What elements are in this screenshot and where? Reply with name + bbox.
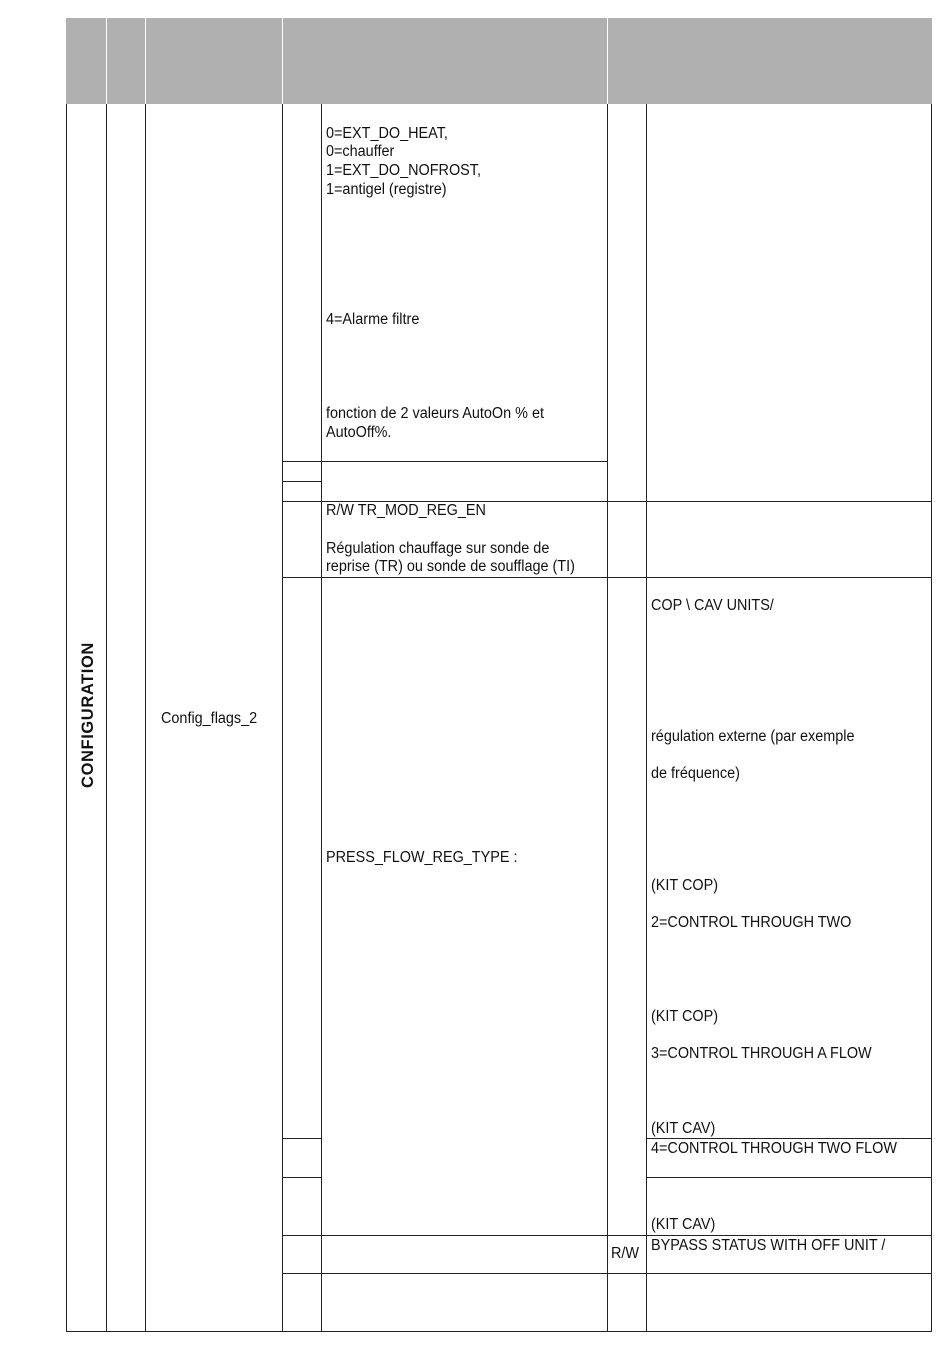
row3-note: COP \ CAV UNITS/: [651, 597, 774, 614]
grid-line: [66, 1331, 932, 1332]
grid-line: [646, 1177, 932, 1178]
row1-line: 0=EXT_DO_HEAT,: [326, 125, 448, 142]
row4-desc: BYPASS STATUS WITH OFF UNIT /: [651, 1237, 886, 1254]
grid-line: [282, 461, 607, 462]
grid-line: [282, 1138, 321, 1139]
header-divider: [106, 18, 107, 104]
row3-note: (KIT CAV): [651, 1216, 716, 1233]
grid-line: [145, 104, 146, 1332]
row2-line: reprise (TR) ou sonde de soufflage (TI): [326, 558, 575, 575]
row2-title: R/W TR_MOD_REG_EN: [326, 502, 486, 519]
table-header: [66, 18, 932, 104]
row3-label: PRESS_FLOW_REG_TYPE :: [326, 849, 518, 866]
row3-note: (KIT COP): [651, 1008, 719, 1025]
row2-line: Régulation chauffage sur sonde de: [326, 540, 550, 557]
row3-note: 2=CONTROL THROUGH TWO: [651, 914, 852, 931]
grid-line: [282, 104, 283, 1332]
row1-line: 4=Alarme filtre: [326, 311, 420, 328]
grid-line: [282, 1273, 932, 1274]
grid-line: [106, 104, 107, 1332]
row1-line: fonction de 2 valeurs AutoOn % et: [326, 405, 544, 422]
grid-line: [931, 104, 932, 1332]
row1-line: AutoOff%.: [326, 424, 392, 441]
variable-name: Config_flags_2: [161, 710, 258, 727]
grid-line: [66, 104, 67, 1332]
row3-note: régulation externe (par exemple: [651, 728, 855, 745]
row1-line: 0=chauffer: [326, 143, 395, 160]
row1-line: 1=antigel (registre): [326, 181, 447, 198]
row3-note: de fréquence): [651, 765, 740, 782]
grid-line: [607, 104, 608, 1332]
row4-access: R/W: [611, 1245, 640, 1262]
grid-line: [282, 577, 932, 578]
row1-line: 1=EXT_DO_NOFROST,: [326, 162, 482, 179]
row3-note: 3=CONTROL THROUGH A FLOW: [651, 1045, 872, 1062]
header-divider: [282, 18, 283, 104]
grid-line: [282, 1235, 932, 1236]
row3-note: 4=CONTROL THROUGH TWO FLOW: [651, 1140, 898, 1157]
section-label: CONFIGURATION: [79, 642, 97, 788]
header-divider: [607, 18, 608, 104]
grid-line: [321, 104, 322, 1332]
grid-line: [282, 1177, 321, 1178]
grid-line: [646, 104, 647, 1332]
grid-line: [282, 481, 321, 482]
row3-note: (KIT COP): [651, 877, 719, 894]
row3-note: (KIT CAV): [651, 1120, 716, 1137]
header-divider: [145, 18, 146, 104]
